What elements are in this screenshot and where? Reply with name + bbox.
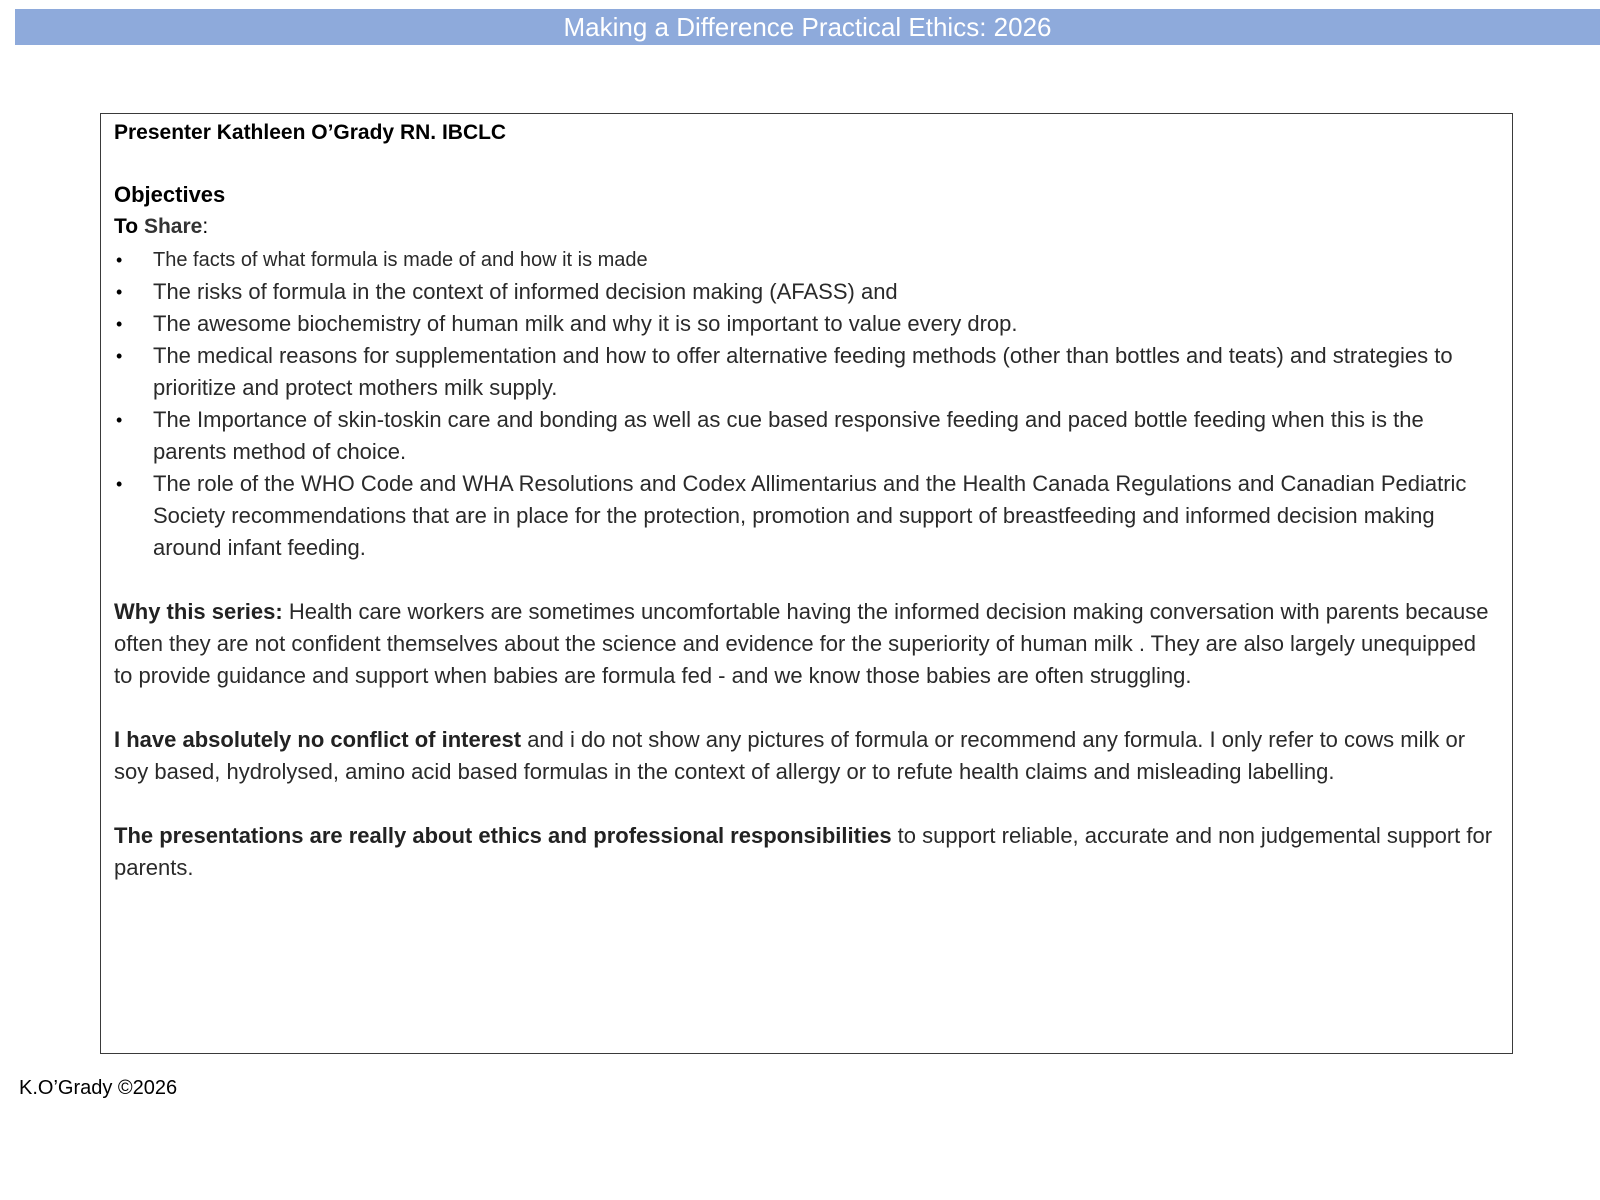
why-series-text: Health care workers are sometimes uncomfortable having the informed decision making conversation with parents because often they are not confident themselves about the science and evidence for the superiority of human milk . They are also largely unequipped to provide guidance and support when babies are formula fed - and we know those babies are often struggling.	[114, 599, 1489, 688]
ethics-label: The presentations are really about ethics and professional responsibilities	[114, 823, 892, 848]
bullet-icon: •	[116, 250, 123, 270]
why-series-label: Why this series:	[114, 599, 283, 624]
page-title: Making a Difference Practical Ethics: 2026	[563, 12, 1052, 42]
bullet-icon: •	[116, 282, 123, 302]
objective-text: The risks of formula in the context of informed decision making (AFASS) and	[153, 279, 898, 304]
objective-item	[114, 308, 1498, 340]
objective-text: The medical reasons for supplementation and how to offer alternative feeding methods (other than bottles and teats) and strategies to prioritize and protect mothers milk supply.	[153, 343, 1453, 400]
footer-copyright: K.O’Grady ©2026	[19, 1077, 178, 1099]
ethics-text: to support reliable, accurate and non judgemental support for parents.	[114, 823, 1493, 880]
bullet-icon: •	[116, 474, 123, 494]
objective-item	[114, 404, 1498, 468]
to-share-word: Share	[143, 215, 203, 238]
conflict-text: and i do not show any pictures of formula or recommend any formula. I only refer to cows milk or soy based, hydrolysed, amino acid based formulas in the context of allergy or to refute health claims and misleading labelling.	[114, 727, 1466, 784]
objective-text: The facts of what formula is made of and how it is made	[153, 249, 648, 271]
presenter-line: Presenter Kathleen O’Grady RN. IBCLC	[114, 121, 507, 144]
objective-item	[114, 244, 1498, 276]
bullet-icon: •	[116, 314, 123, 334]
bullet-icon: •	[116, 346, 123, 366]
content-box	[100, 113, 1513, 1054]
to-share-colon: :	[202, 215, 209, 238]
objective-item	[114, 276, 1498, 308]
objectives-heading: Objectives	[114, 182, 226, 207]
header-title-bar	[15, 9, 1600, 45]
to-share-line	[114, 212, 1498, 242]
conflict-label: I have absolutely no conflict of interest	[114, 727, 522, 752]
ethics-paragraph	[114, 820, 1498, 884]
to-share-prefix: To	[114, 215, 139, 238]
objectives-list	[114, 244, 1498, 564]
why-series-paragraph	[114, 596, 1498, 692]
bullet-icon: •	[116, 410, 123, 430]
objective-text: The Importance of skin-toskin care and bonding as well as cue based responsive feeding and paced bottle feeding when this is the parents method of choice.	[153, 407, 1424, 464]
objective-text: The awesome biochemistry of human milk and why it is so important to value every drop.	[153, 311, 1018, 336]
objective-text: The role of the WHO Code and WHA Resolutions and Codex Allimentarius and the Health Canada Regulations and Canadian Pediatric Society recommendations that are in place for the protection, promotion and support of breastfeeding and informed decision making around infant feeding.	[153, 471, 1467, 560]
conflict-paragraph	[114, 724, 1498, 788]
objective-item	[114, 468, 1498, 564]
objective-item	[114, 340, 1498, 404]
